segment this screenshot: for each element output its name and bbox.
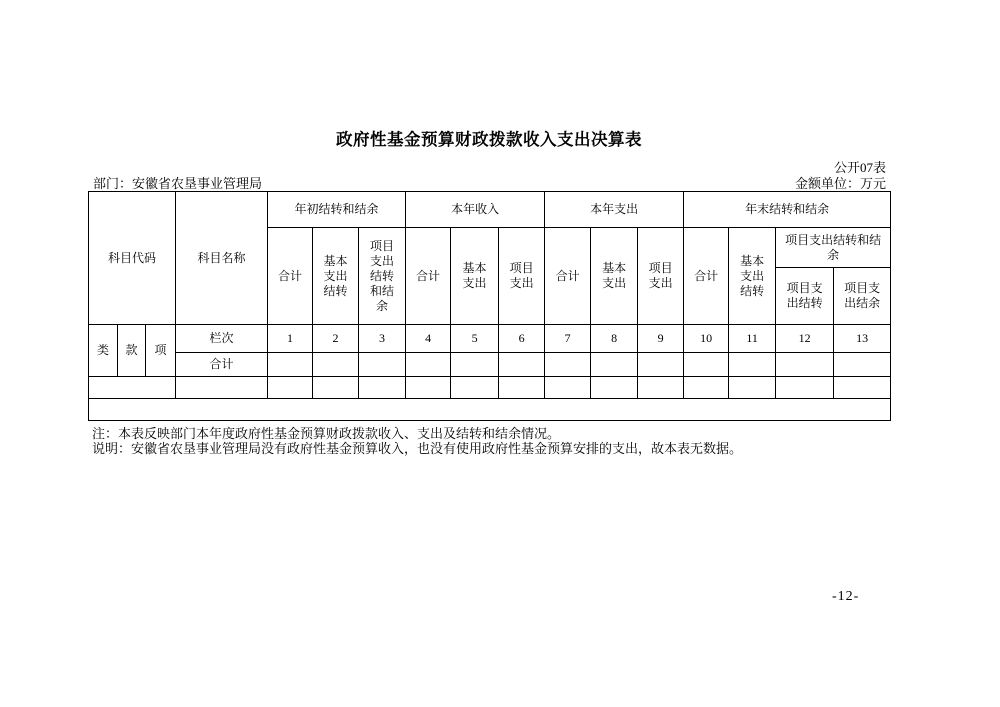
total-value-cell — [451, 353, 499, 377]
total-value-cell — [776, 353, 834, 377]
empty-cell — [451, 377, 499, 399]
header-col-1: 合计 — [268, 228, 313, 325]
column-index-cell: 8 — [591, 325, 638, 353]
header-subgroup-project-balance: 项目支出结转和结余 — [776, 228, 891, 268]
column-index-cell: 9 — [638, 325, 684, 353]
column-index-cell: 2 — [313, 325, 359, 353]
amount-unit-label: 金额单位：万元 — [794, 176, 886, 191]
total-value-cell — [834, 353, 891, 377]
column-index-cell: 5 — [451, 325, 499, 353]
column-index-cell: 7 — [545, 325, 591, 353]
header-group-year-end-balance: 年末结转和结余 — [684, 192, 891, 228]
total-value-cell — [268, 353, 313, 377]
explanation-line: 说明：安徽省农垦事业管理局没有政府性基金预算收入，也没有使用政府性基金预算安排的支出，故本表无数据。 — [92, 440, 743, 456]
header-group-current-year-expenditure: 本年支出 — [545, 192, 684, 228]
column-index-cell: 3 — [359, 325, 406, 353]
total-value-cell — [684, 353, 729, 377]
notes-block — [92, 427, 952, 456]
total-value-cell — [313, 353, 359, 377]
column-index-label: 栏次 — [176, 325, 268, 353]
empty-cell — [89, 399, 891, 421]
page-title: 政府性基金预算财政拨款收入支出决算表 — [336, 131, 642, 149]
total-value-cell — [638, 353, 684, 377]
footer-spacer-row — [89, 399, 891, 421]
empty-cell — [684, 377, 729, 399]
header-col-4: 合计 — [406, 228, 451, 325]
empty-cell — [834, 377, 891, 399]
header-col-12: 项目支出结转 — [776, 268, 834, 325]
code-subcol-item: 款 — [118, 325, 146, 377]
header-col-3: 项目支出结转和结余 — [359, 228, 406, 325]
header-col-7: 合计 — [545, 228, 591, 325]
budget-table — [88, 191, 891, 421]
total-value-cell — [359, 353, 406, 377]
total-row — [89, 353, 891, 377]
page-number: -12- — [832, 589, 860, 604]
header-col-11: 基本支出结转 — [729, 228, 776, 325]
empty-cell — [638, 377, 684, 399]
empty-cell — [545, 377, 591, 399]
note-line: 注：本表反映部门本年度政府性基金预算财政拨款收入、支出及结转和结余情况。 — [92, 426, 561, 441]
total-value-cell — [729, 353, 776, 377]
empty-cell — [268, 377, 313, 399]
empty-cell — [499, 377, 545, 399]
header-group-current-year-income: 本年收入 — [406, 192, 545, 228]
header-group-opening-balance: 年初结转和结余 — [268, 192, 406, 228]
total-row-label: 合计 — [176, 353, 268, 377]
code-subcol-category: 类 — [89, 325, 118, 377]
column-index-row — [89, 325, 891, 353]
header-row-groups — [89, 192, 891, 228]
header-col-9: 项目支出 — [638, 228, 684, 325]
header-col-2: 基本支出结转 — [313, 228, 359, 325]
empty-cell — [406, 377, 451, 399]
empty-cell — [729, 377, 776, 399]
code-subcol-subitem: 项 — [146, 325, 176, 377]
empty-cell — [776, 377, 834, 399]
column-index-cell: 11 — [729, 325, 776, 353]
total-value-cell — [406, 353, 451, 377]
column-index-cell: 12 — [776, 325, 834, 353]
empty-cell — [313, 377, 359, 399]
empty-cell — [591, 377, 638, 399]
column-index-cell: 4 — [406, 325, 451, 353]
total-value-cell — [591, 353, 638, 377]
header-col-13: 项目支出结余 — [834, 268, 891, 325]
sheet-number-label: 公开07表 — [833, 160, 886, 175]
column-index-cell: 13 — [834, 325, 891, 353]
empty-cell — [89, 377, 176, 399]
column-index-cell: 1 — [268, 325, 313, 353]
header-col-8: 基本支出 — [591, 228, 638, 325]
header-col-5: 基本支出 — [451, 228, 499, 325]
column-index-cell: 6 — [499, 325, 545, 353]
header-col-10: 合计 — [684, 228, 729, 325]
column-index-cell: 10 — [684, 325, 729, 353]
department-label: 部门：安徽省农垦事业管理局 — [93, 176, 263, 191]
header-subject-name: 科目名称 — [176, 192, 268, 325]
empty-cell — [359, 377, 406, 399]
meta-line — [88, 173, 890, 192]
empty-data-row — [89, 377, 891, 399]
total-value-cell — [499, 353, 545, 377]
empty-cell — [176, 377, 268, 399]
total-value-cell — [545, 353, 591, 377]
header-col-6: 项目支出 — [499, 228, 545, 325]
header-subject-code: 科目代码 — [89, 192, 176, 325]
